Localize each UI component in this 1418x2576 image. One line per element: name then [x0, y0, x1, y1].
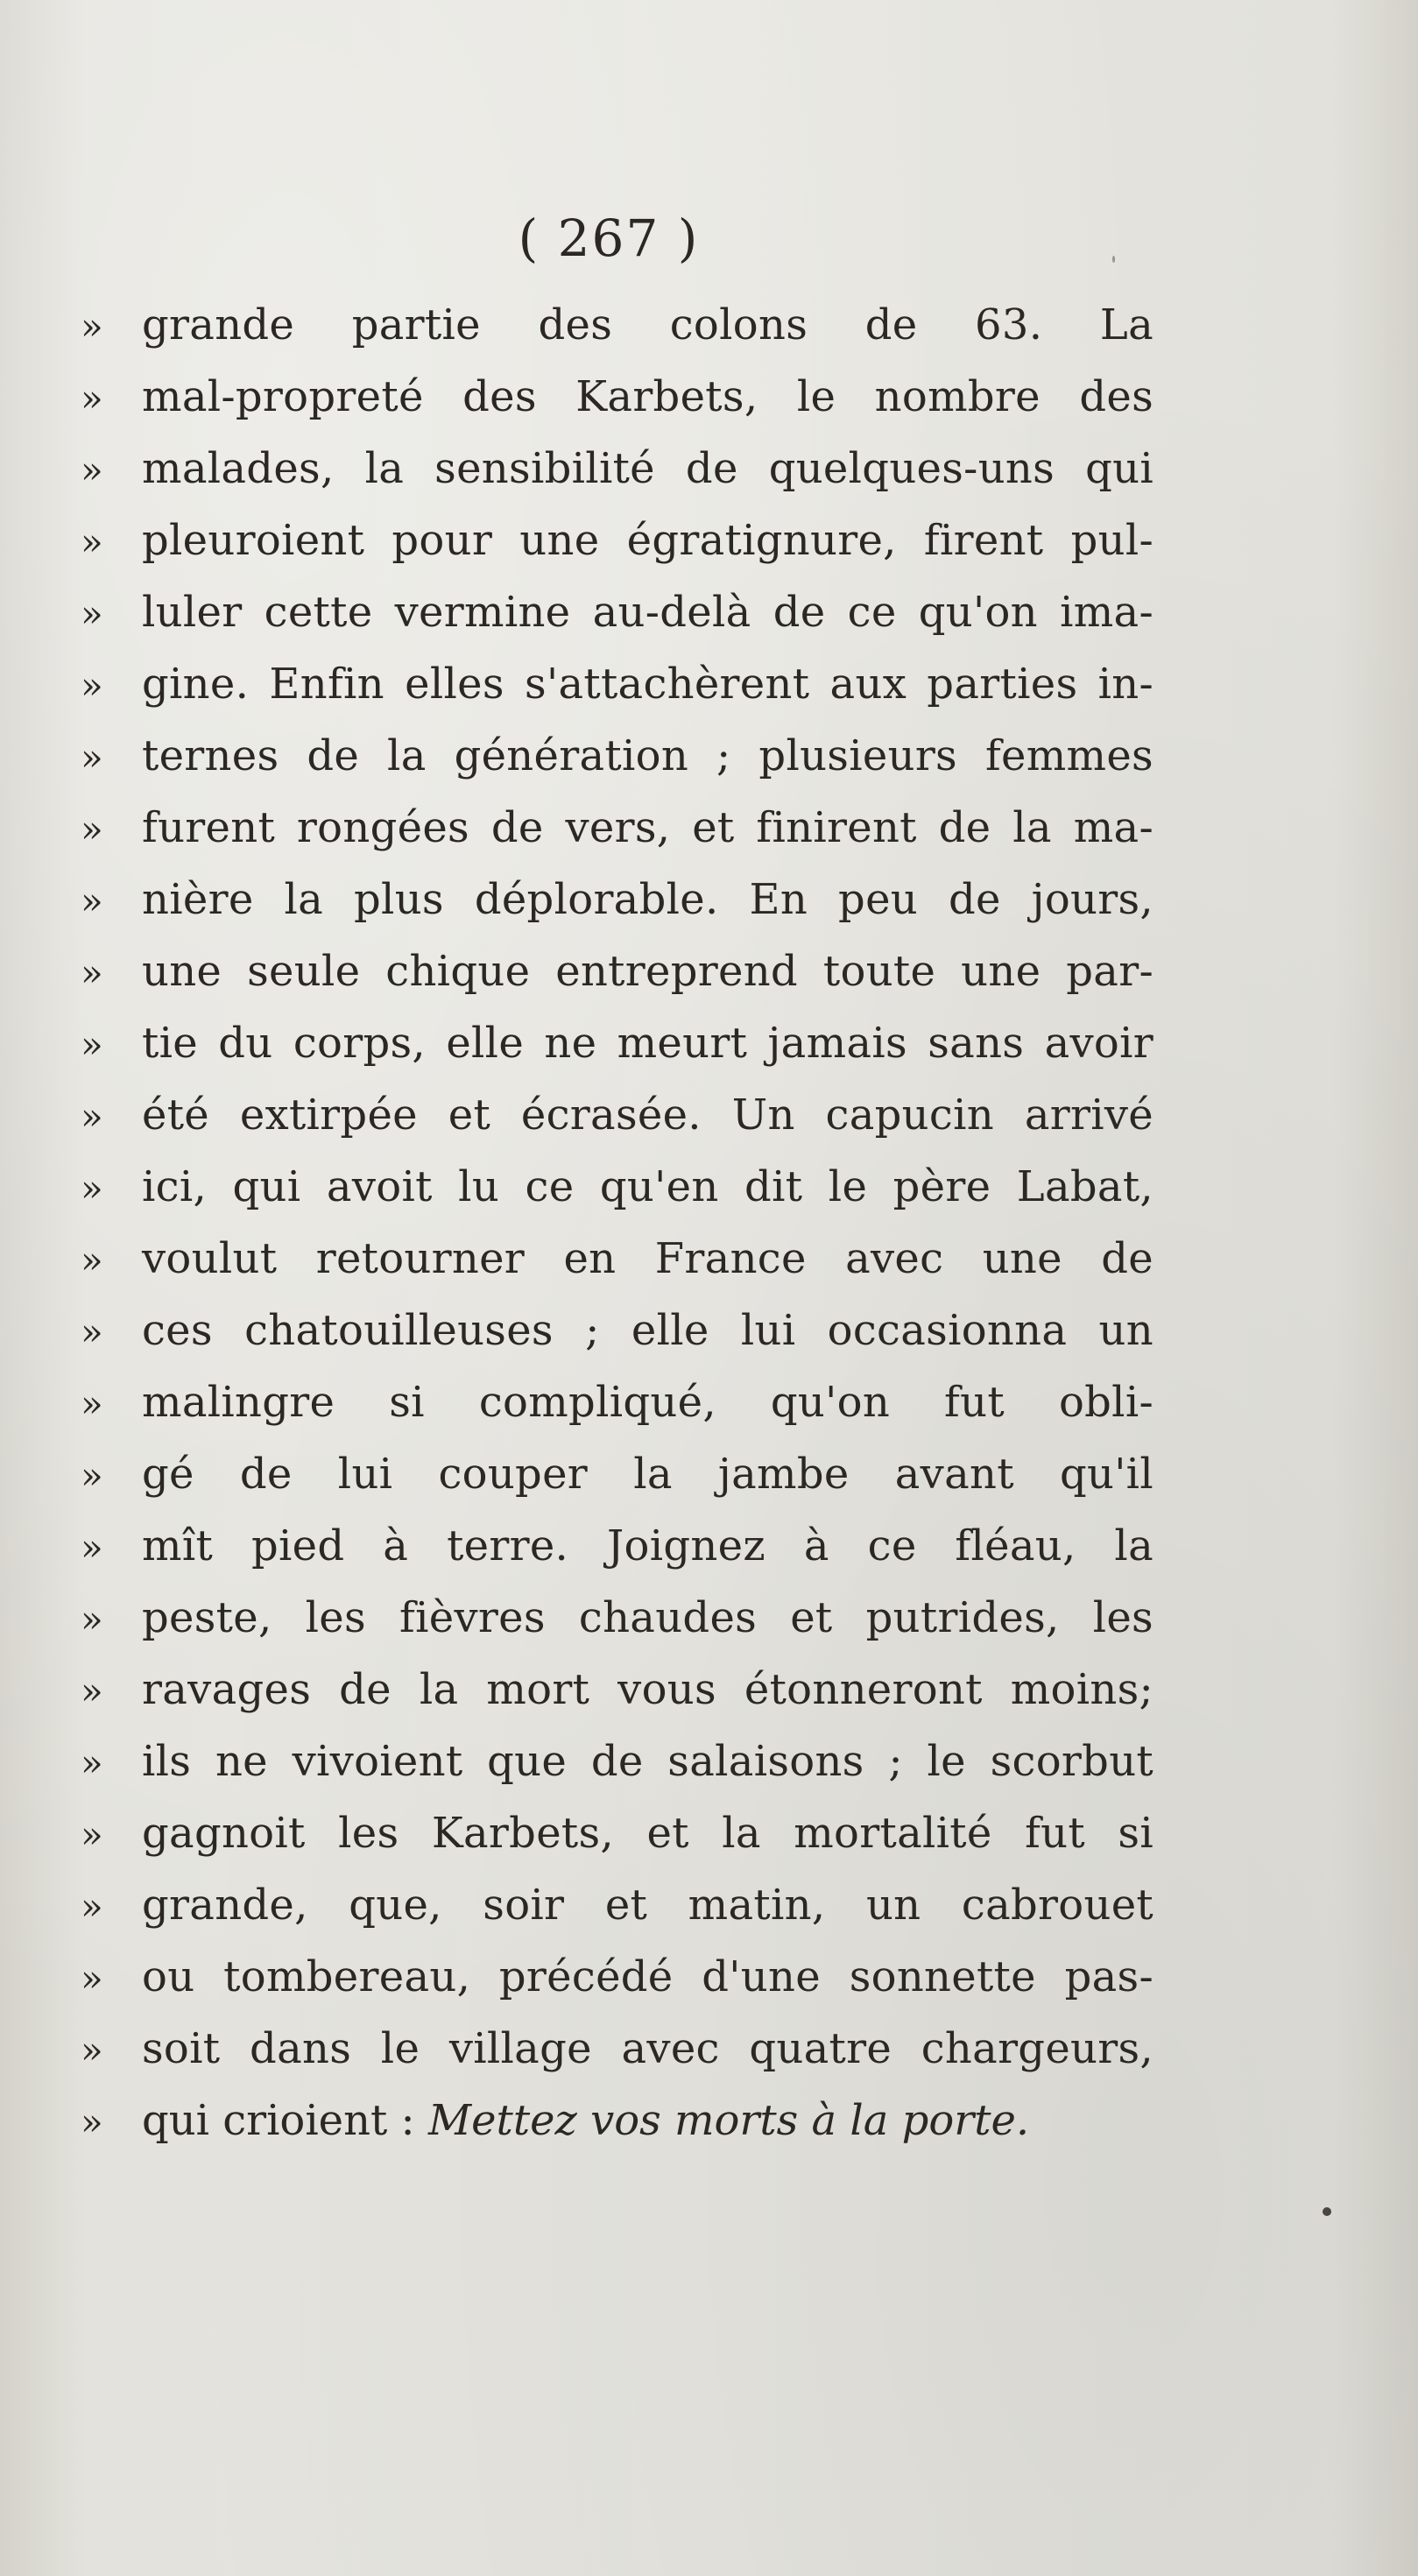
quote-mark: » — [81, 1023, 103, 1066]
text-line — [81, 289, 1153, 361]
quote-mark: » — [81, 377, 103, 420]
line-text: pleuroient pour une égratignure, firent pul- — [142, 516, 1153, 565]
quote-mark: » — [81, 1167, 103, 1210]
line-text: tie du corps, elle ne meurt jamais sans avoir — [142, 1019, 1153, 1068]
text-line — [81, 1007, 1153, 1079]
quote-mark: » — [81, 1813, 103, 1856]
line-text: une seule chique entreprend toute une par- — [142, 947, 1153, 996]
quote-mark: » — [81, 879, 103, 922]
text-line — [81, 1079, 1153, 1151]
quote-mark: » — [81, 1382, 103, 1425]
line-text: grande, que, soir et matin, un cabrouet — [142, 1881, 1153, 1930]
quote-mark: » — [81, 520, 103, 563]
quote-mark: » — [81, 1957, 103, 2000]
line-text: ces chatouilleuses ; elle lui occasionna un — [142, 1306, 1153, 1355]
page-number: ( 267 ) — [518, 208, 700, 268]
text-line — [81, 1941, 1153, 2013]
line-text-last — [142, 2085, 1153, 2156]
text-line — [81, 935, 1153, 1007]
line-text: soit dans le village avec quatre chargeurs, — [142, 2024, 1153, 2073]
quote-mark: » — [81, 951, 103, 994]
line-text: ravages de la mort vous étonneront moins; — [142, 1665, 1153, 1714]
line-text: ici, qui avoit lu ce qu'en dit le père Labat, — [142, 1162, 1153, 1211]
quote-mark: » — [81, 1095, 103, 1138]
line-text: gagnoit les Karbets, et la mortalité fut si — [142, 1809, 1153, 1858]
quote-mark: » — [81, 664, 103, 707]
line-text: mît pied à terre. Joignez à ce fléau, la — [142, 1521, 1153, 1570]
paper-speck — [1112, 256, 1115, 263]
quote-mark: » — [81, 2029, 103, 2071]
line-text: gine. Enfin elles s'attachèrent aux parties in- — [142, 660, 1153, 709]
text-block — [81, 289, 1153, 2156]
line-text: mal-propreté des Karbets, le nombre des — [142, 372, 1153, 421]
line-text: malades, la sensibilité de quelques-uns qui — [142, 444, 1153, 493]
line-text: gé de lui couper la jambe avant qu'il — [142, 1450, 1153, 1499]
line-text: malingre si compliqué, qu'on fut obli- — [142, 1378, 1153, 1427]
quote-mark: » — [81, 305, 103, 348]
text-line — [81, 1366, 1153, 1438]
text-line — [81, 1726, 1153, 1797]
text-line — [81, 1797, 1153, 1869]
text-line — [81, 361, 1153, 433]
line-text: nière la plus déplorable. En peu de jours, — [142, 875, 1153, 924]
quote-mark: » — [81, 2100, 103, 2143]
text-line — [81, 792, 1153, 864]
text-line — [81, 1510, 1153, 1582]
quote-mark: » — [81, 808, 103, 850]
text-line — [81, 720, 1153, 792]
text-line — [81, 1295, 1153, 1366]
text-line — [81, 1869, 1153, 1941]
text-line — [81, 864, 1153, 935]
last-line-prefix: qui crioient : — [142, 2096, 415, 2145]
text-line — [81, 433, 1153, 505]
text-line — [81, 505, 1153, 576]
line-text: furent rongées de vers, et finirent de la ma- — [142, 803, 1153, 852]
text-line — [81, 1438, 1153, 1510]
text-line — [81, 648, 1153, 720]
quote-mark: » — [81, 1669, 103, 1712]
text-line-last — [81, 2085, 1153, 2156]
quote-mark: » — [81, 1598, 103, 1641]
text-line — [81, 1654, 1153, 1726]
line-text: voulut retourner en France avec une de — [142, 1234, 1153, 1283]
quote-mark: » — [81, 592, 103, 635]
text-line — [81, 1223, 1153, 1295]
quote-mark: » — [81, 448, 103, 491]
text-line — [81, 1151, 1153, 1223]
quote-mark: » — [81, 1885, 103, 1928]
quote-mark: » — [81, 1239, 103, 1281]
line-text: grande partie des colons de 63. La — [142, 300, 1153, 349]
quote-mark: » — [81, 736, 103, 779]
text-line — [81, 2013, 1153, 2085]
line-text: été extirpée et écrasée. Un capucin arrivé — [142, 1090, 1153, 1140]
last-line-italic: Mettez vos morts à la porte. — [427, 2096, 1030, 2145]
quote-mark: » — [81, 1310, 103, 1353]
quote-mark: » — [81, 1526, 103, 1569]
line-text: ils ne vivoient que de salaisons ; le scorbut — [142, 1737, 1153, 1786]
quote-mark: » — [81, 1741, 103, 1784]
text-line — [81, 1582, 1153, 1654]
text-line — [81, 576, 1153, 648]
line-text: luler cette vermine au-delà de ce qu'on ima- — [142, 588, 1153, 637]
paper-speck — [1323, 2207, 1331, 2216]
line-text: peste, les fièvres chaudes et putrides, les — [142, 1593, 1153, 1642]
line-text: ou tombereau, précédé d'une sonnette pas- — [142, 1952, 1153, 2001]
line-text: ternes de la génération ; plusieurs femmes — [142, 731, 1153, 780]
quote-mark: » — [81, 1454, 103, 1497]
